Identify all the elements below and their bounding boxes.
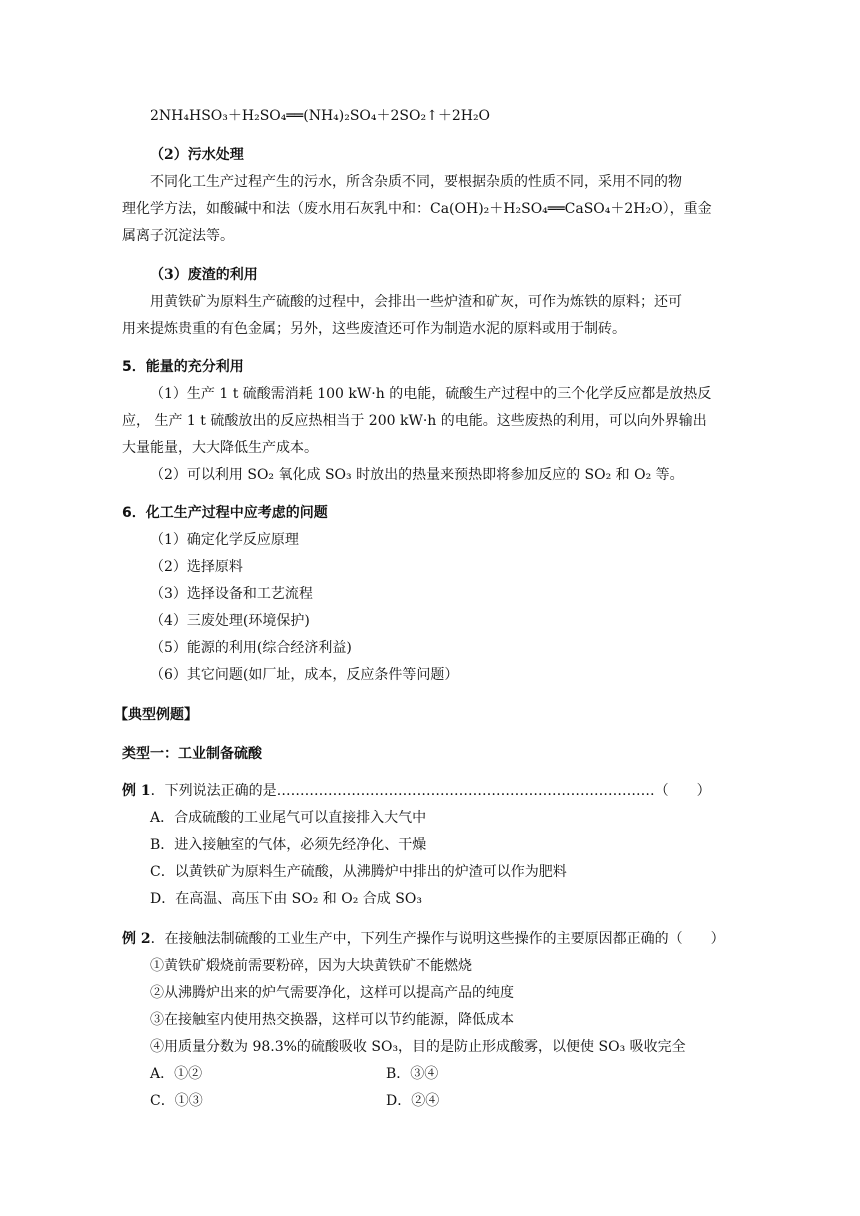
paragraph-line: 理化学方法，如酸碱中和法（废水用石灰乳中和：Ca(OH)₂＋H₂SO₄══CaSO₄＋2H₂O），重金 <box>122 201 712 217</box>
question-1-stem <box>122 781 711 801</box>
option-d: D．在高温、高压下由 SO₂ 和 O₂ 合成 SO₃ <box>150 891 422 907</box>
option-b: B．③④ <box>386 1066 439 1082</box>
question-label: 例 2 <box>122 931 151 947</box>
heading-wastewater: （2）污水处理 <box>150 147 244 163</box>
list-item: （5）能源的利用(综合经济利益) <box>150 640 352 656</box>
heading-section-6: 6．化工生产过程中应考虑的问题 <box>122 505 328 521</box>
paragraph-line: （2）可以利用 SO₂ 氧化成 SO₃ 时放出的热量来预热即将参加反应的 SO₂ 和 O₂ 等。 <box>150 467 684 483</box>
paragraph-line: 用黄铁矿为原料生产硫酸的过程中，会排出一些炉渣和矿灰，可作为炼铁的原料；还可 <box>150 294 682 310</box>
paragraph-line: 属离子沉淀法等。 <box>122 228 234 244</box>
type-heading: 类型一：工业制备硫酸 <box>122 746 262 762</box>
question-text: ．在接触法制硫酸的工业生产中，下列生产操作与说明这些操作的主要原因都正确的（ ） <box>150 931 725 947</box>
question-2-stem <box>122 929 725 949</box>
paragraph-line: 用来提炼贵重的有色金属；另外，这些废渣还可作为制造水泥的原料或用于制砖。 <box>122 321 626 337</box>
statement-3: ③在接触室内使用热交换器，这样可以节约能源，降低成本 <box>150 1012 514 1028</box>
statement-2: ②从沸腾炉出来的炉气需要净化，这样可以提高产品的纯度 <box>150 985 514 1001</box>
list-item: （2）选择原料 <box>150 559 243 575</box>
question-text: ．下列说法正确的是………………………………………………………………………（ ） <box>150 783 711 799</box>
list-item: （6）其它问题(如厂址，成本，反应条件等问题） <box>150 667 459 683</box>
option-c: C．以黄铁矿为原料生产硫酸，从沸腾炉中排出的炉渣可以作为肥料 <box>150 864 567 880</box>
option-c: C．①③ <box>150 1093 203 1109</box>
heading-section-5: 5．能量的充分利用 <box>122 359 244 375</box>
paragraph-line: （1）生产 1 t 硫酸需消耗 100 kW·h 的电能，硫酸生产过程中的三个化学反应都是放热反 <box>150 386 712 402</box>
option-d: D．②④ <box>386 1093 440 1109</box>
option-a: A．合成硫酸的工业尾气可以直接排入大气中 <box>150 810 427 826</box>
statement-4: ④用质量分数为 98.3%的硫酸吸收 SO₃，目的是防止形成酸雾，以便使 SO₃ 吸收完全 <box>150 1039 686 1055</box>
option-b: B．进入接触室的气体，必须先经净化、干燥 <box>150 837 427 853</box>
list-item: （1）确定化学反应原理 <box>150 532 299 548</box>
question-label: 例 1 <box>122 783 151 799</box>
list-item: （4）三废处理(环境保护) <box>150 613 310 629</box>
paragraph-line: 大量能量，大大降低生产成本。 <box>122 440 318 456</box>
statement-1: ①黄铁矿煅烧前需要粉碎，因为大块黄铁矿不能燃烧 <box>150 958 472 974</box>
option-a: A．①② <box>150 1066 203 1082</box>
formula-line: 2NH₄HSO₃＋H₂SO₄══(NH₄)₂SO₄＋2SO₂↑＋2H₂O <box>150 108 491 124</box>
paragraph-line: 应， 生产 1 t 硫酸放出的反应热相当于 200 kW·h 的电能。这些废热的利用，可以向外界输出 <box>122 413 707 429</box>
paragraph-line: 不同化工生产过程产生的污水，所含杂质不同，要根据杂质的性质不同，采用不同的物 <box>150 174 682 190</box>
list-item: （3）选择设备和工艺流程 <box>150 586 313 602</box>
examples-heading: 【典型例题】 <box>114 707 198 723</box>
heading-slag: （3）废渣的利用 <box>150 267 258 283</box>
